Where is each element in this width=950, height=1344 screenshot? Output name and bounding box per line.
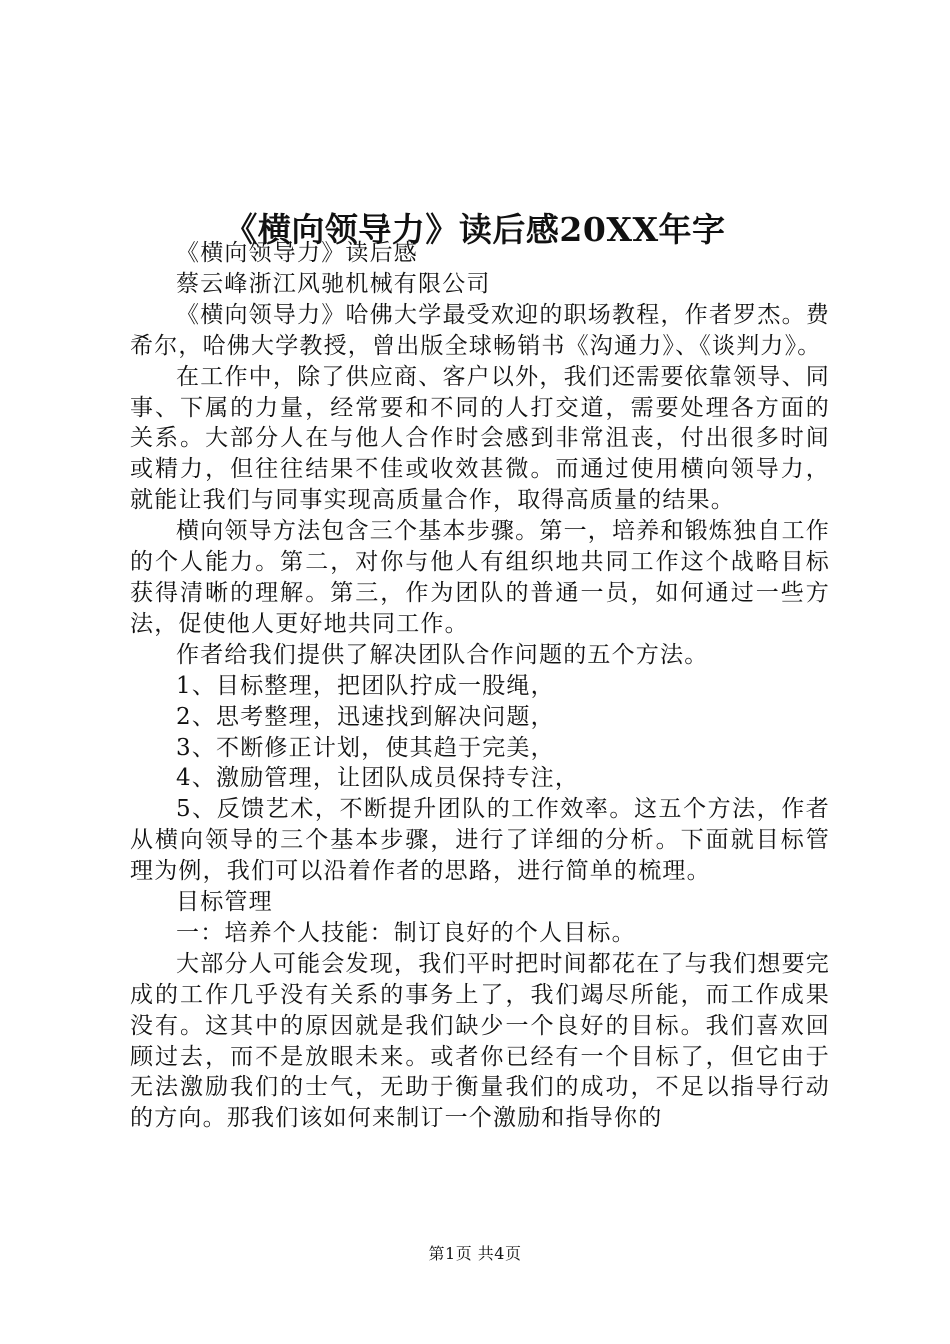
- paragraph: 蔡云峰浙江风驰机械有限公司: [176, 270, 491, 297]
- paragraph: 《横向领导力》读后感: [176, 240, 418, 266]
- page-footer: 第1页 共4页: [428, 1244, 522, 1263]
- paragraph: 大部分人可能会发现，我们平时把时间都花在了与我们想要完成的工作几乎没有关系的事务上了，我们竭尽所能，而工作成果没有。这其中的原因就是我们缺少一个良好的目标。我们喜欢回顾过去，而不是放眼未来。或者你已经有一个目标了，但它由于无法激励我们的士气，无助于衡量我们的成功，不足以指导行动的方向。那我们该如何来制订一个激励和指导你的: [130, 950, 830, 1132]
- subsection-heading: 一：培养个人技能：制订良好的个人目标。: [176, 919, 636, 946]
- list-item: 5、反馈艺术，不断提升团队的工作效率。这五个方法，作者从横向领导的三个基本步骤，进行了详细的分析。下面就目标管理为例，我们可以沿着作者的思路，进行简单的梳理。: [130, 796, 830, 885]
- list-item: 2、思考整理，迅速找到解决问题，: [176, 703, 555, 730]
- section-heading: 目标管理: [176, 889, 273, 916]
- paragraph: 横向领导方法包含三个基本步骤。第一，培养和锻炼独自工作的个人能力。第二，对你与他人有组织地共同工作这个战略目标获得清晰的理解。第三，作为团队的普通一员，如何通过一些方法，促使他人更好地共同工作。: [130, 518, 830, 637]
- list-item: 1、目标整理，把团队拧成一股绳，: [176, 672, 555, 699]
- paragraph: 作者给我们提供了解决团队合作问题的五个方法。: [176, 641, 709, 668]
- paragraph: 《横向领导力》哈佛大学最受欢迎的职场教程，作者罗杰。费希尔，哈佛大学教授，曾出版全球畅销书《沟通力》、《谈判力》。: [130, 301, 830, 359]
- document-title: 《横向领导力》读后感20XX年字: [224, 210, 726, 250]
- list-item: 4、激励管理，让团队成员保持专注，: [176, 765, 580, 792]
- document-body: [130, 238, 830, 1134]
- list-item: 3、不断修正计划，使其趋于完美，: [176, 734, 555, 761]
- paragraph: 在工作中，除了供应商、客户以外，我们还需要依靠领导、同事、下属的力量，经常要和不同的人打交道，需要处理各方面的关系。大部分人在与他人合作时会感到非常沮丧，付出很多时间或精力，但往往结果不佳或收效甚微。而通过使用横向领导力，就能让我们与同事实现高质量合作，取得高质量的结果。: [130, 363, 830, 514]
